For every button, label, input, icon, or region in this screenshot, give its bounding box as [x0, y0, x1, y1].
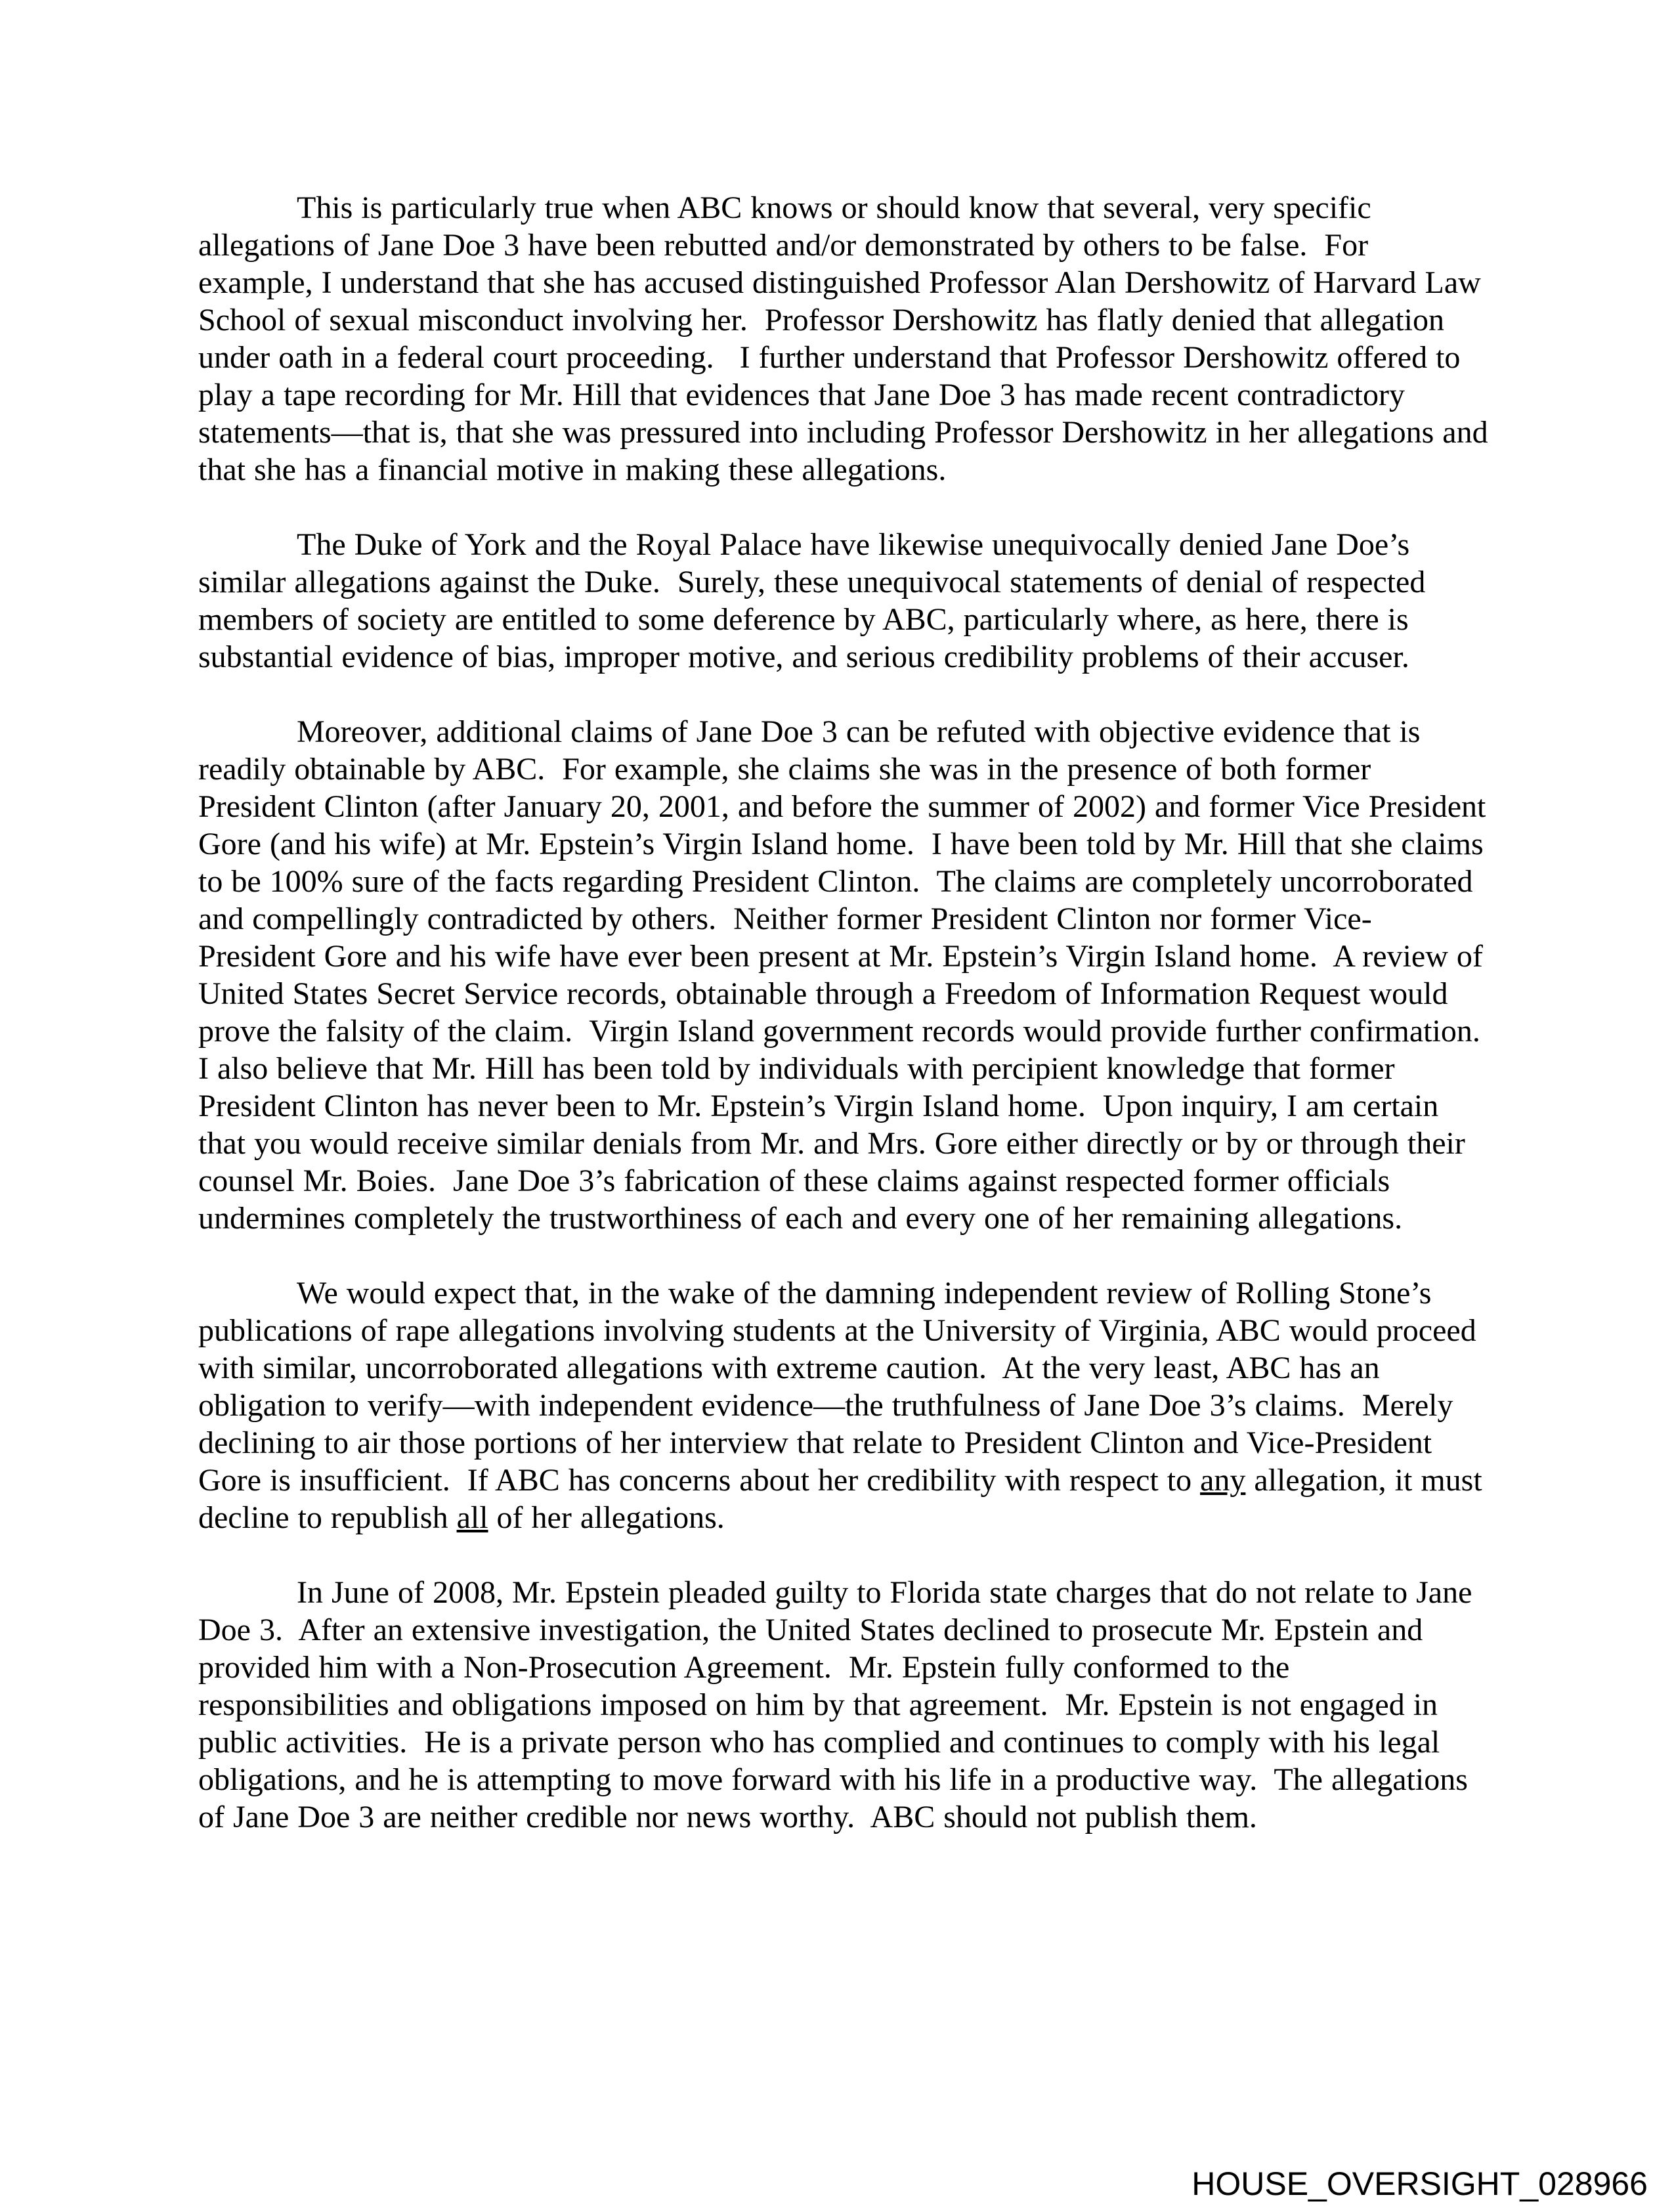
underlined-text: any	[1200, 1463, 1246, 1498]
paragraph-2	[198, 526, 1488, 676]
text-run: The Duke of York and the Royal Palace have likewise unequivocally denied Jane Doe’s similar allegations against the Duke. Surely, these unequivocal statements of denial of respected members of society are entitled to some deference by ABC, particularly where, as here, there is substantial evidence of bias, improper motive, and serious credibility problems of their accuser.	[198, 527, 1434, 674]
text-run: In June of 2008, Mr. Epstein pleaded guilty to Florida state charges that do not relate to Jane Doe 3. After an extensive investigation, the United States declined to prosecute Mr. Epstein and provided him with a Non-Prosecution Agreement. Mr. Epstein fully conformed to the responsibilities and obligations imposed on him by that agreement. Mr. Epstein is not engaged in public activities. He is a private person who has complied and continues to comply with his legal obligations, and he is attempting to move forward with his life in a productive way. The allegations of Jane Doe 3 are neither credible nor news worthy. ABC should not publish them.	[198, 1575, 1481, 1834]
underlined-text: all	[456, 1500, 488, 1535]
text-run: of her allegations.	[488, 1500, 725, 1535]
paragraph-3	[198, 713, 1497, 1237]
text-run: We would expect that, in the wake of the damning independent review of Rolling Stone’s publications of rape allegations involving students at the University of Virginia, ABC would proceed with similar, uncorroborated allegations with extreme caution. At the very least, ABC has an obligation to verify—with independent evidence—the truthfulness of Jane Doe 3’s claims. Merely declining to air those portions of her interview that relate to President Clinton and Vice-President Gore is insufficient. If ABC has concerns about her credibility with respect to	[198, 1276, 1485, 1498]
document-body	[198, 189, 1497, 1873]
bates-number: HOUSE_OVERSIGHT_028966	[1191, 2165, 1648, 2202]
paragraph-1	[198, 189, 1497, 488]
paragraph-4	[198, 1274, 1491, 1536]
text-run: Moreover, additional claims of Jane Doe 3 can be refuted with objective evidence that is readily obtainable by ABC. For example, she claims she was in the presence of both former President Clinton (after January 20, 2001, and before the summer of 2002) and former Vice President Gore (and his wife) at Mr. Epstein’s Virgin Island home. I have been told by Mr. Hill that she claims to be 100% sure of the facts regarding President Clinton. The claims are completely uncorroborated and compellingly contradicted by others. Neither former President Clinton nor former Vice-President Gore and his wife have ever been present at Mr. Epstein’s Virgin Island home. A review of United States Secret Service records, obtainable through a Freedom of Information Request would prove the falsity of the claim. Virgin Island government records would provide further confirmation. I also believe that Mr. Hill has been told by individuals with percipient knowledge that former President Clinton has never been to Mr. Epstein’s Virgin Island home. Upon inquiry, I am certain that you would receive similar denials from Mr. and Mrs. Gore either directly or by or through their counsel Mr. Boies. Jane Doe 3’s fabrication of these claims against respected former officials undermines completely the trustworthiness of each and every one of her remaining allegations.	[198, 714, 1497, 1236]
text-run: allegation, it must decline to republish	[198, 1463, 1491, 1535]
text-run: This is particularly true when ABC knows or should know that several, very specific allegations of Jane Doe 3 have been rebutted and/or demonstrated by others to be false. For example, I understand that she has accused distinguished Professor Alan Dershowitz of Harvard Law School of sexual misconduct involving her. Professor Dershowitz has flatly denied that allegation under oath in a federal court proceeding. I further understand that Professor Dershowitz offered to play a tape recording for Mr. Hill that evidences that Jane Doe 3 has made recent contradictory statements—that is, that she was pressured into including Professor Dershowitz in her allegations and that she has a financial motive in making these allegations.	[198, 190, 1497, 487]
paragraph-5	[198, 1574, 1488, 1836]
